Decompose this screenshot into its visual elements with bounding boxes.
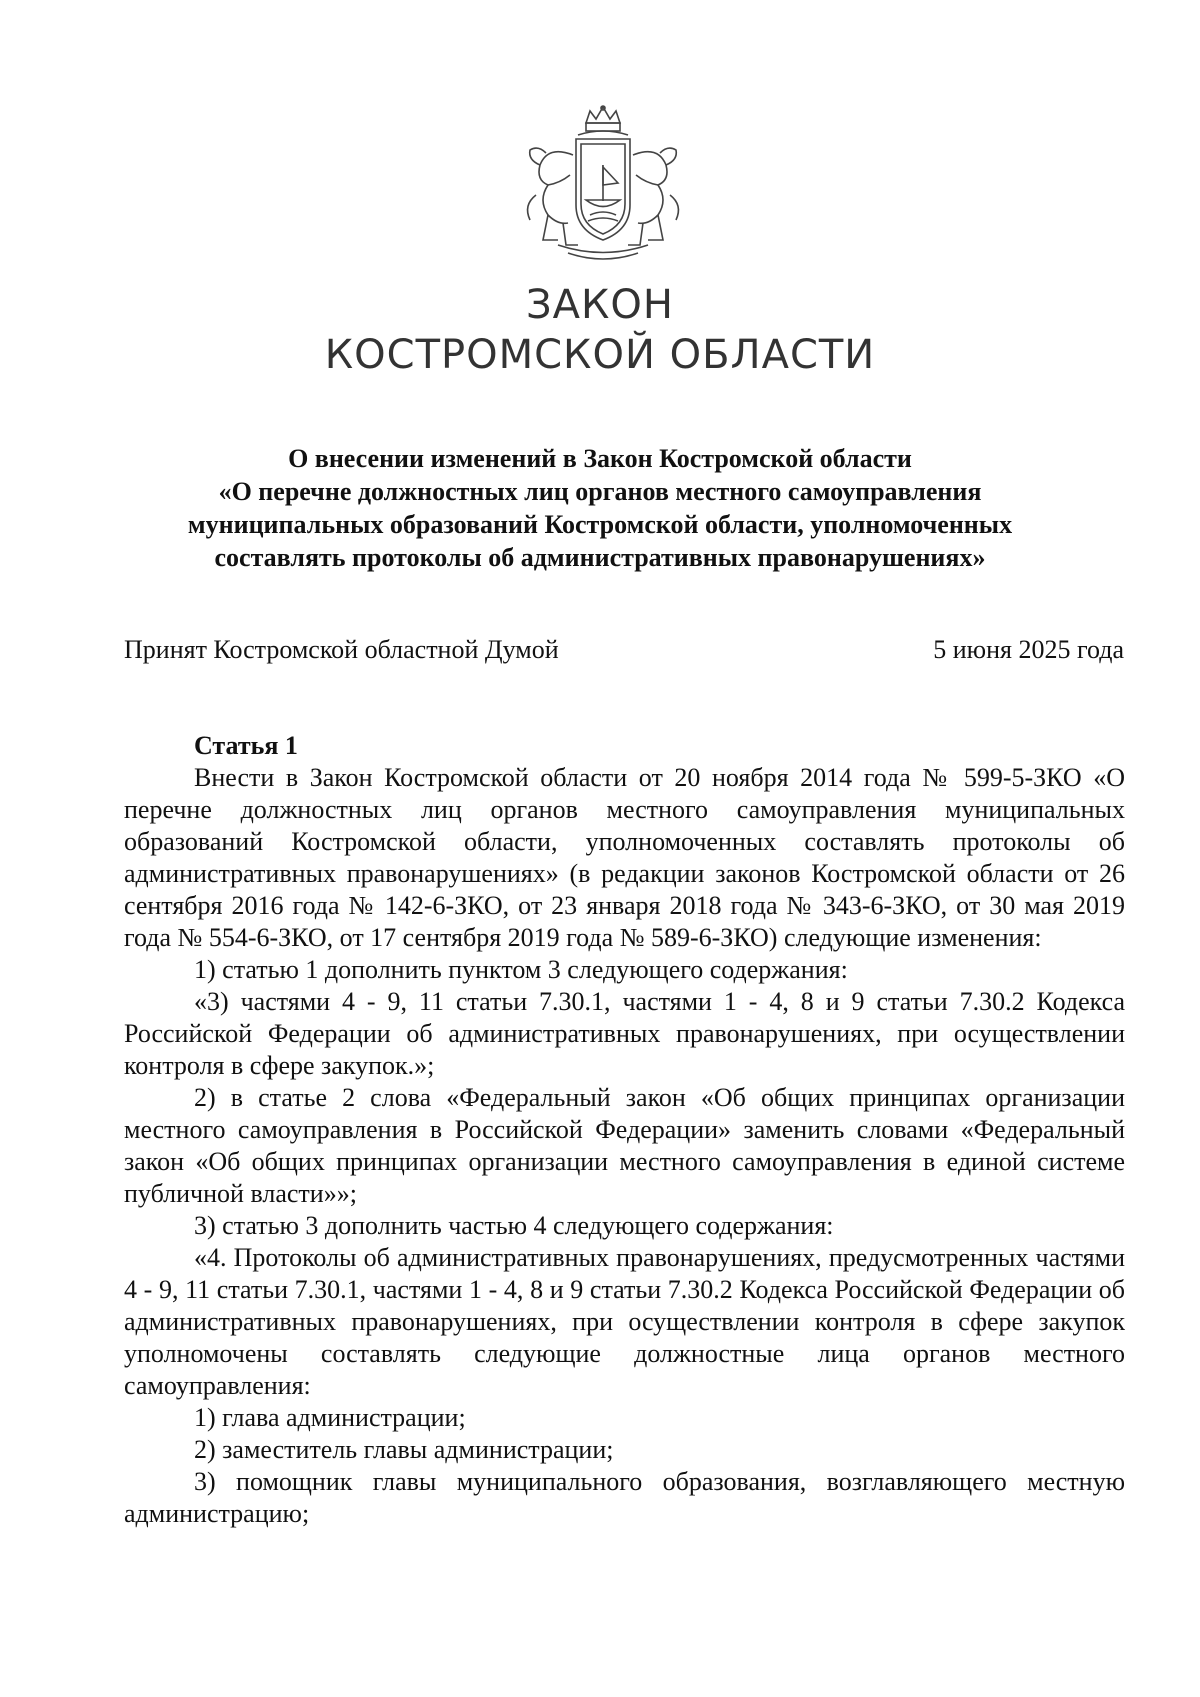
article-paragraph: Внести в Закон Костромской области от 20 ноября 2014 года № 599-5-ЗКО «О перечне должностных лиц органов местного самоуправления муниципальных образований Костромской области, уполномоченных составлять протоколы об административных правонарушениях» (в редакции законов Костромской области от 26 сентября 2016 года № 142-6-ЗКО, от 23 января 2018 года № 343-6-ЗКО, от 30 мая 2019 года № 554-6-ЗКО, от 17 сентября 2019 года № 589-6-ЗКО) следующие изменения: bbox=[124, 763, 1125, 952]
article-paragraph: 2) заместитель главы администрации; bbox=[194, 1435, 614, 1464]
adopted-by: Принят Костромской областной Думой bbox=[124, 635, 559, 664]
title-line: «О перечне должностных лиц органов местного самоуправления bbox=[218, 477, 982, 506]
article-paragraph: «4. Протоколы об административных правонарушениях, предусмотренных частями 4 - 9, 11 статьи 7.30.1, частями 1 - 4, 8 и 9 статьи 7.30.2 Кодекса Российской Федерации об административных правонарушениях, при осуществлении контроля в сфере закупок уполномочены составлять следующие должностные лица органов местного самоуправления: bbox=[124, 1243, 1125, 1400]
article-paragraph: 3) помощник главы муниципального образования, возглавляющего местную администрацию; bbox=[124, 1467, 1125, 1528]
region-heading: КОСТРОМСКОЙ ОБЛАСТИ bbox=[324, 332, 876, 378]
law-heading: ЗАКОН bbox=[526, 282, 674, 328]
title-line: составлять протоколы об административных правонарушениях» bbox=[214, 543, 986, 572]
article-paragraph: 1) статью 1 дополнить пунктом 3 следующего содержания: bbox=[194, 955, 848, 984]
article-heading: Статья 1 bbox=[194, 731, 298, 760]
article-paragraph: 1) глава администрации; bbox=[194, 1403, 466, 1432]
adoption-date: 5 июня 2025 года bbox=[933, 635, 1124, 664]
article-paragraph: «3) частями 4 - 9, 11 статьи 7.30.1, частями 1 - 4, 8 и 9 статьи 7.30.2 Кодекса Российской Федерации об административных правонарушениях, при осуществлении контроля в сфере закупок.»; bbox=[124, 987, 1125, 1080]
article-paragraph: 3) статью 3 дополнить частью 4 следующего содержания: bbox=[194, 1211, 834, 1240]
title-line: муниципальных образований Костромской области, уполномоченных bbox=[187, 510, 1013, 539]
article-paragraph: 2) в статье 2 слова «Федеральный закон «Об общих принципах организации местного самоуправления в Российской Федерации» заменить словами «Федеральный закон «Об общих принципах организации местного самоуправления в единой системе публичной власти»»; bbox=[124, 1083, 1125, 1208]
title-line: О внесении изменений в Закон Костромской области bbox=[288, 444, 912, 473]
document-title bbox=[150, 442, 1050, 574]
article-body bbox=[124, 730, 1125, 1530]
coat-of-arms-emblem bbox=[518, 105, 688, 265]
